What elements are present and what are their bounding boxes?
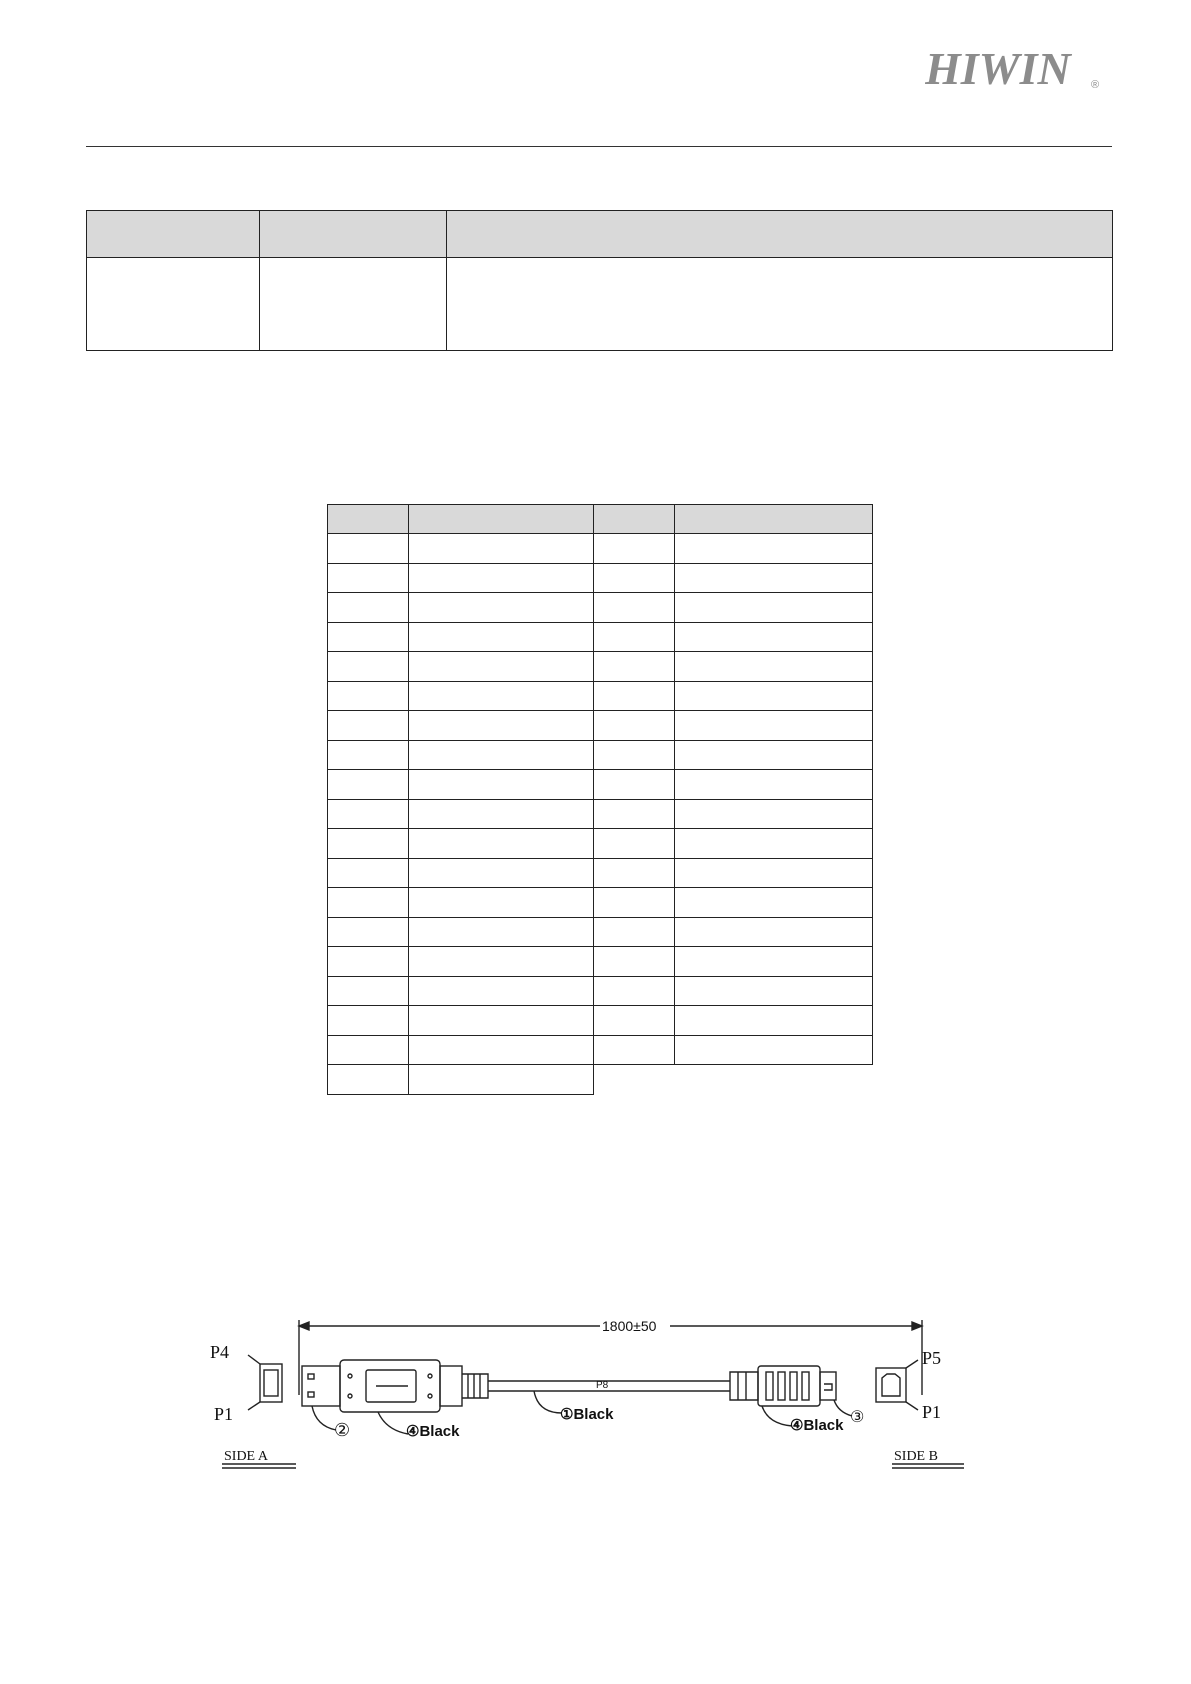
table-row [87,258,1113,351]
table-row [328,622,873,652]
mini-usb-tip [820,1372,836,1400]
callout-3: ③ [850,1409,865,1426]
pin-label-p5: P5 [922,1348,942,1368]
p5-leader [906,1360,918,1368]
grip-slot [790,1372,797,1400]
table-row [328,976,873,1006]
callout-4-black-a: ④Black [406,1423,460,1440]
spec-table-header-row [87,211,1113,258]
pin-table-header-row [328,505,873,534]
table-row [328,652,873,682]
registered-mark: ® [1091,79,1100,91]
spec-table [86,210,1113,351]
housing-dot [428,1374,432,1378]
table-row [328,1006,873,1036]
callout-2-leader [312,1406,336,1430]
grip-slot [802,1372,809,1400]
callout-1-black: ①Black [560,1406,614,1423]
table-row [328,917,873,947]
pin-header-cell [409,505,594,534]
usb-a-contact [308,1374,314,1379]
pin-header-cell [675,505,873,534]
housing-dot [428,1394,432,1398]
p1b-leader [906,1402,918,1410]
usb-cable-drawing [200,1300,1020,1490]
p1a-leader [248,1402,260,1410]
usb-a-plug-tip [302,1366,340,1406]
spec-cell [260,258,447,351]
table-row [328,681,873,711]
pin-label-p4: P4 [210,1342,230,1362]
housing-dot [348,1374,352,1378]
table-row [328,1065,873,1095]
table-row [328,770,873,800]
table-row [328,858,873,888]
table-row [328,799,873,829]
hiwin-logo [925,46,1105,97]
side-a-face-inner [264,1370,278,1396]
spec-header-cell [447,211,1113,258]
spec-header-cell [87,211,260,258]
dimension-arrow-right [912,1322,922,1330]
table-row [328,829,873,859]
pin-label-p1-a: P1 [214,1404,234,1424]
callout-4-black-b: ④Black [790,1417,844,1434]
table-row [328,740,873,770]
grip-slot [778,1372,785,1400]
side-b-label: SIDE B [894,1449,938,1464]
table-row [328,1035,873,1065]
dimension-arrow-left [299,1322,309,1330]
table-row [328,711,873,741]
side-b-face-inner [882,1374,900,1396]
table-row [328,563,873,593]
pin-header-cell [594,505,675,534]
pin-label-p1-b: P1 [922,1402,942,1422]
pin-table [327,504,873,1095]
logo-text: HIWIN [925,46,1071,92]
table-row [328,534,873,564]
usb-a-collar [440,1366,462,1406]
strain-relief-a [462,1374,488,1398]
usb-a-contact [308,1392,314,1397]
table-row [328,888,873,918]
side-a-label: SIDE A [224,1449,268,1464]
spec-cell [447,258,1113,351]
side-b-face [876,1368,906,1402]
table-row [328,947,873,977]
p4-leader [248,1355,260,1364]
callout-2: ② [334,1420,351,1440]
pin-header-cell [328,505,409,534]
table-row [328,593,873,623]
header-rule [86,146,1112,147]
housing-dot [348,1394,352,1398]
cable-mark: P8 [596,1380,609,1391]
spec-header-cell [260,211,447,258]
length-label: 1800±50 [602,1318,657,1334]
callout-4a-leader [378,1412,408,1434]
spec-cell [87,258,260,351]
strain-relief-b [730,1372,758,1400]
callout-1-leader [534,1391,562,1413]
callout-4b-leader [762,1406,792,1426]
grip-slot [766,1372,773,1400]
